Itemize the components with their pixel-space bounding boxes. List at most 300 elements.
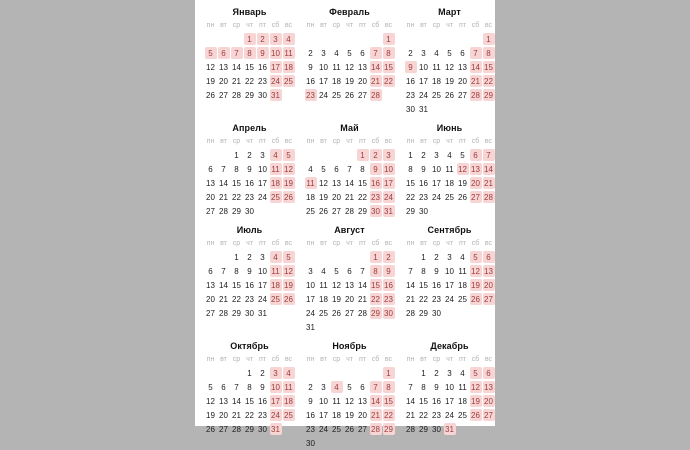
day-cell: 21 — [406, 410, 415, 420]
day-cell: 24 — [258, 192, 267, 202]
days-grid — [404, 366, 495, 436]
weekday-header — [204, 238, 295, 250]
weekday-label: ср — [332, 356, 341, 363]
weekday-label: пт — [459, 138, 466, 145]
day-cell: 2 — [421, 150, 426, 160]
month-7 — [204, 224, 295, 334]
day-cell-dayoff: 15 — [384, 396, 393, 406]
day-cell: 9 — [247, 266, 252, 276]
weekday-label: сб — [471, 240, 480, 247]
day-cell: 25 — [332, 424, 341, 434]
day-cell: 9 — [247, 164, 252, 174]
day-cell-dayoff: 28 — [471, 90, 480, 100]
weekday-label: пн — [406, 356, 415, 363]
day-cell: 16 — [245, 280, 254, 290]
month-9 — [404, 224, 495, 334]
day-cell-dayoff: 22 — [384, 76, 393, 86]
month-title: Февраль — [329, 7, 370, 17]
day-cell: 13 — [358, 62, 367, 72]
day-cell: 28 — [406, 424, 415, 434]
day-cell-dayoff: 16 — [371, 178, 380, 188]
weekday-label: сб — [271, 22, 280, 29]
day-cell: 30 — [245, 206, 254, 216]
day-cell-dayoff: 8 — [383, 381, 395, 393]
day-cell: 11 — [332, 396, 341, 406]
weekday-label: вт — [420, 22, 427, 29]
day-cell-dayoff: 26 — [284, 294, 293, 304]
day-cell-dayoff: 15 — [384, 62, 393, 72]
empty-cell — [405, 33, 417, 45]
day-cell-dayoff: 18 — [271, 280, 280, 290]
empty-cell — [405, 367, 417, 379]
day-cell: 2 — [260, 368, 265, 378]
weekday-label: чт — [346, 138, 353, 145]
empty-cell — [318, 33, 330, 45]
day-cell: 23 — [406, 90, 415, 100]
day-cell: 10 — [432, 164, 441, 174]
day-cell-dayoff: 26 — [471, 294, 480, 304]
day-cell-dayoff: 6 — [483, 251, 495, 263]
day-cell-dayoff: 20 — [471, 178, 480, 188]
day-cell-dayoff: 10 — [271, 48, 280, 58]
day-cell-dayoff: 4 — [283, 367, 295, 379]
weekday-label: вс — [284, 22, 293, 29]
weekday-label: вт — [420, 138, 427, 145]
day-cell: 5 — [447, 48, 452, 58]
days-grid — [304, 148, 395, 218]
day-cell: 30 — [258, 90, 267, 100]
day-cell-dayoff: 23 — [306, 90, 315, 100]
weekday-header — [404, 238, 495, 250]
days-grid — [404, 250, 495, 320]
day-cell: 6 — [460, 48, 465, 58]
day-cell: 17 — [258, 280, 267, 290]
day-cell: 11 — [445, 164, 454, 174]
month-title: Июль — [236, 225, 263, 235]
day-cell-dayoff: 15 — [484, 62, 493, 72]
day-cell: 26 — [319, 206, 328, 216]
empty-cell — [357, 367, 369, 379]
day-cell: 14 — [219, 178, 228, 188]
day-cell: 10 — [445, 382, 454, 392]
weekday-label: пн — [206, 22, 215, 29]
weekday-label: вт — [220, 240, 227, 247]
month-4 — [204, 122, 295, 218]
day-cell: 15 — [245, 396, 254, 406]
day-cell-dayoff: 9 — [257, 47, 269, 59]
day-cell: 5 — [460, 150, 465, 160]
day-cell-dayoff: 25 — [284, 76, 293, 86]
day-cell-dayoff: 3 — [270, 33, 282, 45]
weekday-label: вс — [384, 240, 393, 247]
weekday-header — [404, 20, 495, 32]
day-cell: 25 — [306, 206, 315, 216]
days-grid — [304, 250, 395, 334]
day-cell: 18 — [332, 410, 341, 420]
weekday-label: ср — [332, 240, 341, 247]
weekday-label: пт — [259, 356, 266, 363]
day-cell-dayoff: 10 — [271, 382, 280, 392]
day-cell: 28 — [345, 206, 354, 216]
day-cell: 8 — [421, 382, 426, 392]
day-cell: 26 — [345, 424, 354, 434]
day-cell-dayoff: 8 — [383, 47, 395, 59]
day-cell: 27 — [345, 308, 354, 318]
weekday-label: чт — [446, 240, 453, 247]
day-cell-dayoff: 1 — [383, 367, 395, 379]
empty-cell — [218, 367, 230, 379]
day-cell: 13 — [206, 178, 215, 188]
weekday-label: сб — [271, 356, 280, 363]
day-cell: 20 — [358, 410, 367, 420]
weekday-label: вт — [220, 138, 227, 145]
day-cell-dayoff: 11 — [284, 382, 293, 392]
weekday-label: сб — [471, 22, 480, 29]
month-title: Август — [334, 225, 365, 235]
day-cell: 24 — [319, 90, 328, 100]
day-cell: 10 — [258, 266, 267, 276]
empty-cell — [205, 367, 217, 379]
day-cell-dayoff: 2 — [370, 149, 382, 161]
weekday-label: пн — [406, 138, 415, 145]
day-cell: 21 — [219, 192, 228, 202]
day-cell: 14 — [345, 178, 354, 188]
day-cell-dayoff: 12 — [471, 266, 480, 276]
day-cell-dayoff: 6 — [218, 47, 230, 59]
day-cell: 7 — [347, 164, 352, 174]
day-cell-dayoff: 24 — [271, 410, 280, 420]
day-cell-dayoff: 18 — [284, 62, 293, 72]
day-cell: 5 — [347, 382, 352, 392]
day-cell: 22 — [232, 192, 241, 202]
day-cell: 22 — [419, 410, 428, 420]
month-12 — [404, 340, 495, 450]
day-cell: 20 — [332, 192, 341, 202]
day-cell: 22 — [358, 192, 367, 202]
days-grid — [204, 250, 295, 320]
day-cell: 26 — [332, 308, 341, 318]
day-cell: 12 — [332, 280, 341, 290]
day-cell: 22 — [245, 410, 254, 420]
day-cell: 31 — [306, 322, 315, 332]
day-cell: 16 — [306, 410, 315, 420]
day-cell: 28 — [232, 424, 241, 434]
empty-cell — [344, 251, 356, 263]
day-cell: 2 — [308, 48, 313, 58]
empty-cell — [331, 251, 343, 263]
day-cell: 26 — [458, 192, 467, 202]
day-cell-dayoff: 15 — [371, 280, 380, 290]
day-cell-dayoff: 12 — [458, 164, 467, 174]
day-cell: 29 — [419, 424, 428, 434]
day-cell: 15 — [358, 178, 367, 188]
day-cell: 30 — [406, 104, 415, 114]
day-cell: 23 — [419, 192, 428, 202]
day-cell: 27 — [219, 424, 228, 434]
day-cell: 7 — [408, 266, 413, 276]
day-cell: 27 — [219, 90, 228, 100]
day-cell: 25 — [319, 308, 328, 318]
day-cell: 14 — [232, 62, 241, 72]
day-cell: 11 — [319, 280, 328, 290]
day-cell-dayoff: 25 — [271, 192, 280, 202]
day-cell: 10 — [319, 62, 328, 72]
empty-cell — [444, 33, 456, 45]
day-cell: 1 — [408, 150, 413, 160]
day-cell: 6 — [208, 266, 213, 276]
day-cell: 6 — [360, 48, 365, 58]
day-cell-dayoff: 29 — [371, 308, 380, 318]
weekday-label: сб — [471, 138, 480, 145]
weekday-label: сб — [371, 240, 380, 247]
weekday-header — [304, 20, 395, 32]
empty-cell — [344, 149, 356, 161]
day-cell-dayoff: 13 — [471, 164, 480, 174]
day-cell-dayoff: 7 — [470, 47, 482, 59]
weekday-label: чт — [246, 240, 253, 247]
day-cell-dayoff: 4 — [331, 381, 343, 393]
day-cell: 4 — [334, 48, 339, 58]
weekday-label: ср — [432, 22, 441, 29]
day-cell: 24 — [306, 308, 315, 318]
day-cell: 24 — [419, 90, 428, 100]
day-cell: 11 — [458, 382, 467, 392]
day-cell: 4 — [321, 266, 326, 276]
day-cell-dayoff: 22 — [371, 294, 380, 304]
day-cell: 3 — [260, 252, 265, 262]
weekday-label: вс — [284, 240, 293, 247]
weekday-label: пн — [206, 240, 215, 247]
day-cell: 22 — [232, 294, 241, 304]
weekday-label: ср — [332, 138, 341, 145]
weekday-header — [204, 354, 295, 366]
weekday-label: чт — [246, 356, 253, 363]
day-cell: 14 — [358, 280, 367, 290]
empty-cell — [457, 33, 469, 45]
day-cell: 3 — [447, 252, 452, 262]
day-cell: 17 — [432, 178, 441, 188]
day-cell-dayoff: 14 — [484, 164, 493, 174]
day-cell: 29 — [406, 206, 415, 216]
day-cell-dayoff: 12 — [471, 382, 480, 392]
month-title: Сентябрь — [427, 225, 472, 235]
weekday-label: пт — [459, 240, 466, 247]
day-cell: 5 — [347, 48, 352, 58]
day-cell: 1 — [234, 150, 239, 160]
weekday-label: вс — [484, 240, 493, 247]
day-cell-dayoff: 17 — [271, 396, 280, 406]
day-cell-dayoff: 8 — [483, 47, 495, 59]
day-cell: 31 — [419, 104, 428, 114]
day-cell: 18 — [458, 280, 467, 290]
day-cell: 2 — [308, 382, 313, 392]
day-cell: 3 — [260, 150, 265, 160]
day-cell-dayoff: 22 — [384, 410, 393, 420]
day-cell-dayoff: 9 — [383, 265, 395, 277]
day-cell: 25 — [458, 410, 467, 420]
day-cell: 17 — [258, 178, 267, 188]
day-cell: 16 — [419, 178, 428, 188]
day-cell-dayoff: 7 — [370, 381, 382, 393]
day-cell: 8 — [360, 164, 365, 174]
day-cell-dayoff: 12 — [284, 266, 293, 276]
empty-cell — [305, 367, 317, 379]
day-cell: 13 — [458, 62, 467, 72]
weekday-label: вт — [420, 356, 427, 363]
day-cell: 19 — [458, 178, 467, 188]
day-cell-dayoff: 5 — [283, 149, 295, 161]
day-cell: 1 — [247, 368, 252, 378]
day-cell: 8 — [247, 382, 252, 392]
day-cell: 9 — [434, 382, 439, 392]
day-cell: 27 — [358, 90, 367, 100]
day-cell-dayoff: 19 — [471, 396, 480, 406]
day-cell: 4 — [447, 150, 452, 160]
day-cell: 23 — [245, 294, 254, 304]
days-grid — [204, 366, 295, 436]
empty-cell — [218, 149, 230, 161]
day-cell: 20 — [345, 294, 354, 304]
day-cell: 15 — [232, 280, 241, 290]
day-cell: 2 — [408, 48, 413, 58]
day-cell-dayoff: 25 — [284, 410, 293, 420]
empty-cell — [418, 33, 430, 45]
weekday-label: пт — [359, 138, 366, 145]
day-cell-dayoff: 17 — [271, 62, 280, 72]
day-cell-dayoff: 31 — [445, 424, 454, 434]
day-cell: 28 — [358, 308, 367, 318]
day-cell: 12 — [206, 62, 215, 72]
weekday-label: сб — [271, 138, 280, 145]
day-cell: 18 — [306, 192, 315, 202]
month-title: Январь — [232, 7, 267, 17]
day-cell-dayoff: 6 — [483, 367, 495, 379]
day-cell: 15 — [419, 396, 428, 406]
day-cell: 1 — [421, 252, 426, 262]
day-cell: 10 — [419, 62, 428, 72]
day-cell-dayoff: 30 — [384, 308, 393, 318]
weekday-label: вс — [384, 138, 393, 145]
day-cell: 21 — [358, 294, 367, 304]
day-cell: 3 — [321, 48, 326, 58]
day-cell: 16 — [306, 76, 315, 86]
day-cell: 29 — [232, 308, 241, 318]
day-cell-dayoff: 14 — [471, 62, 480, 72]
day-cell: 28 — [406, 308, 415, 318]
day-cell: 30 — [258, 424, 267, 434]
weekday-label: чт — [346, 240, 353, 247]
empty-cell — [318, 149, 330, 161]
day-cell: 1 — [421, 368, 426, 378]
day-cell: 13 — [358, 396, 367, 406]
day-cell: 23 — [432, 294, 441, 304]
weekday-header — [404, 354, 495, 366]
day-cell-dayoff: 9 — [405, 61, 417, 73]
day-cell: 25 — [458, 294, 467, 304]
weekday-label: сб — [371, 356, 380, 363]
day-cell: 21 — [232, 410, 241, 420]
months-row — [195, 224, 495, 334]
day-cell-dayoff: 18 — [284, 396, 293, 406]
day-cell: 19 — [319, 192, 328, 202]
day-cell-dayoff: 27 — [484, 294, 493, 304]
day-cell-dayoff: 22 — [484, 76, 493, 86]
weekday-header — [304, 238, 395, 250]
day-cell: 6 — [208, 164, 213, 174]
day-cell-dayoff: 29 — [384, 424, 393, 434]
day-cell: 15 — [232, 178, 241, 188]
day-cell: 16 — [406, 76, 415, 86]
day-cell-dayoff: 31 — [271, 90, 280, 100]
month-title: Ноябрь — [332, 341, 367, 351]
month-title: Май — [340, 123, 359, 133]
day-cell-dayoff: 17 — [384, 178, 393, 188]
day-cell-dayoff: 30 — [371, 206, 380, 216]
weekday-header — [304, 354, 395, 366]
day-cell: 3 — [434, 150, 439, 160]
day-cell: 19 — [332, 294, 341, 304]
weekday-header — [204, 136, 295, 148]
day-cell: 14 — [406, 280, 415, 290]
day-cell: 3 — [321, 382, 326, 392]
day-cell: 9 — [421, 164, 426, 174]
day-cell: 25 — [432, 90, 441, 100]
day-cell: 23 — [306, 424, 315, 434]
weekday-label: пт — [259, 138, 266, 145]
day-cell: 4 — [434, 48, 439, 58]
weekday-label: ср — [232, 138, 241, 145]
weekday-label: ср — [432, 356, 441, 363]
day-cell: 17 — [445, 396, 454, 406]
day-cell: 23 — [258, 410, 267, 420]
day-cell-dayoff: 4 — [270, 251, 282, 263]
day-cell: 27 — [206, 206, 215, 216]
empty-cell — [218, 33, 230, 45]
day-cell-dayoff: 21 — [371, 410, 380, 420]
day-cell: 25 — [445, 192, 454, 202]
day-cell: 6 — [334, 164, 339, 174]
empty-cell — [370, 33, 382, 45]
empty-cell — [305, 149, 317, 161]
day-cell-dayoff: 19 — [471, 280, 480, 290]
day-cell-dayoff: 10 — [384, 164, 393, 174]
weekday-label: вс — [384, 22, 393, 29]
day-cell: 30 — [432, 308, 441, 318]
weekday-label: пн — [306, 240, 315, 247]
day-cell: 23 — [245, 192, 254, 202]
day-cell: 26 — [206, 90, 215, 100]
day-cell-dayoff: 9 — [370, 163, 382, 175]
day-cell-dayoff: 16 — [384, 280, 393, 290]
day-cell: 14 — [219, 280, 228, 290]
month-title: Июнь — [436, 123, 463, 133]
month-title: Апрель — [232, 123, 267, 133]
weekday-label: ср — [232, 356, 241, 363]
weekday-label: пт — [459, 356, 466, 363]
day-cell: 7 — [221, 266, 226, 276]
weekday-label: вт — [220, 356, 227, 363]
day-cell-dayoff: 26 — [284, 192, 293, 202]
day-cell-dayoff: 28 — [484, 192, 493, 202]
empty-cell — [470, 33, 482, 45]
day-cell: 9 — [308, 396, 313, 406]
day-cell-dayoff: 7 — [483, 149, 495, 161]
weekday-label: чт — [246, 138, 253, 145]
day-cell-dayoff: 21 — [371, 76, 380, 86]
day-cell: 12 — [345, 62, 354, 72]
day-cell: 30 — [245, 308, 254, 318]
weekday-label: вс — [284, 356, 293, 363]
